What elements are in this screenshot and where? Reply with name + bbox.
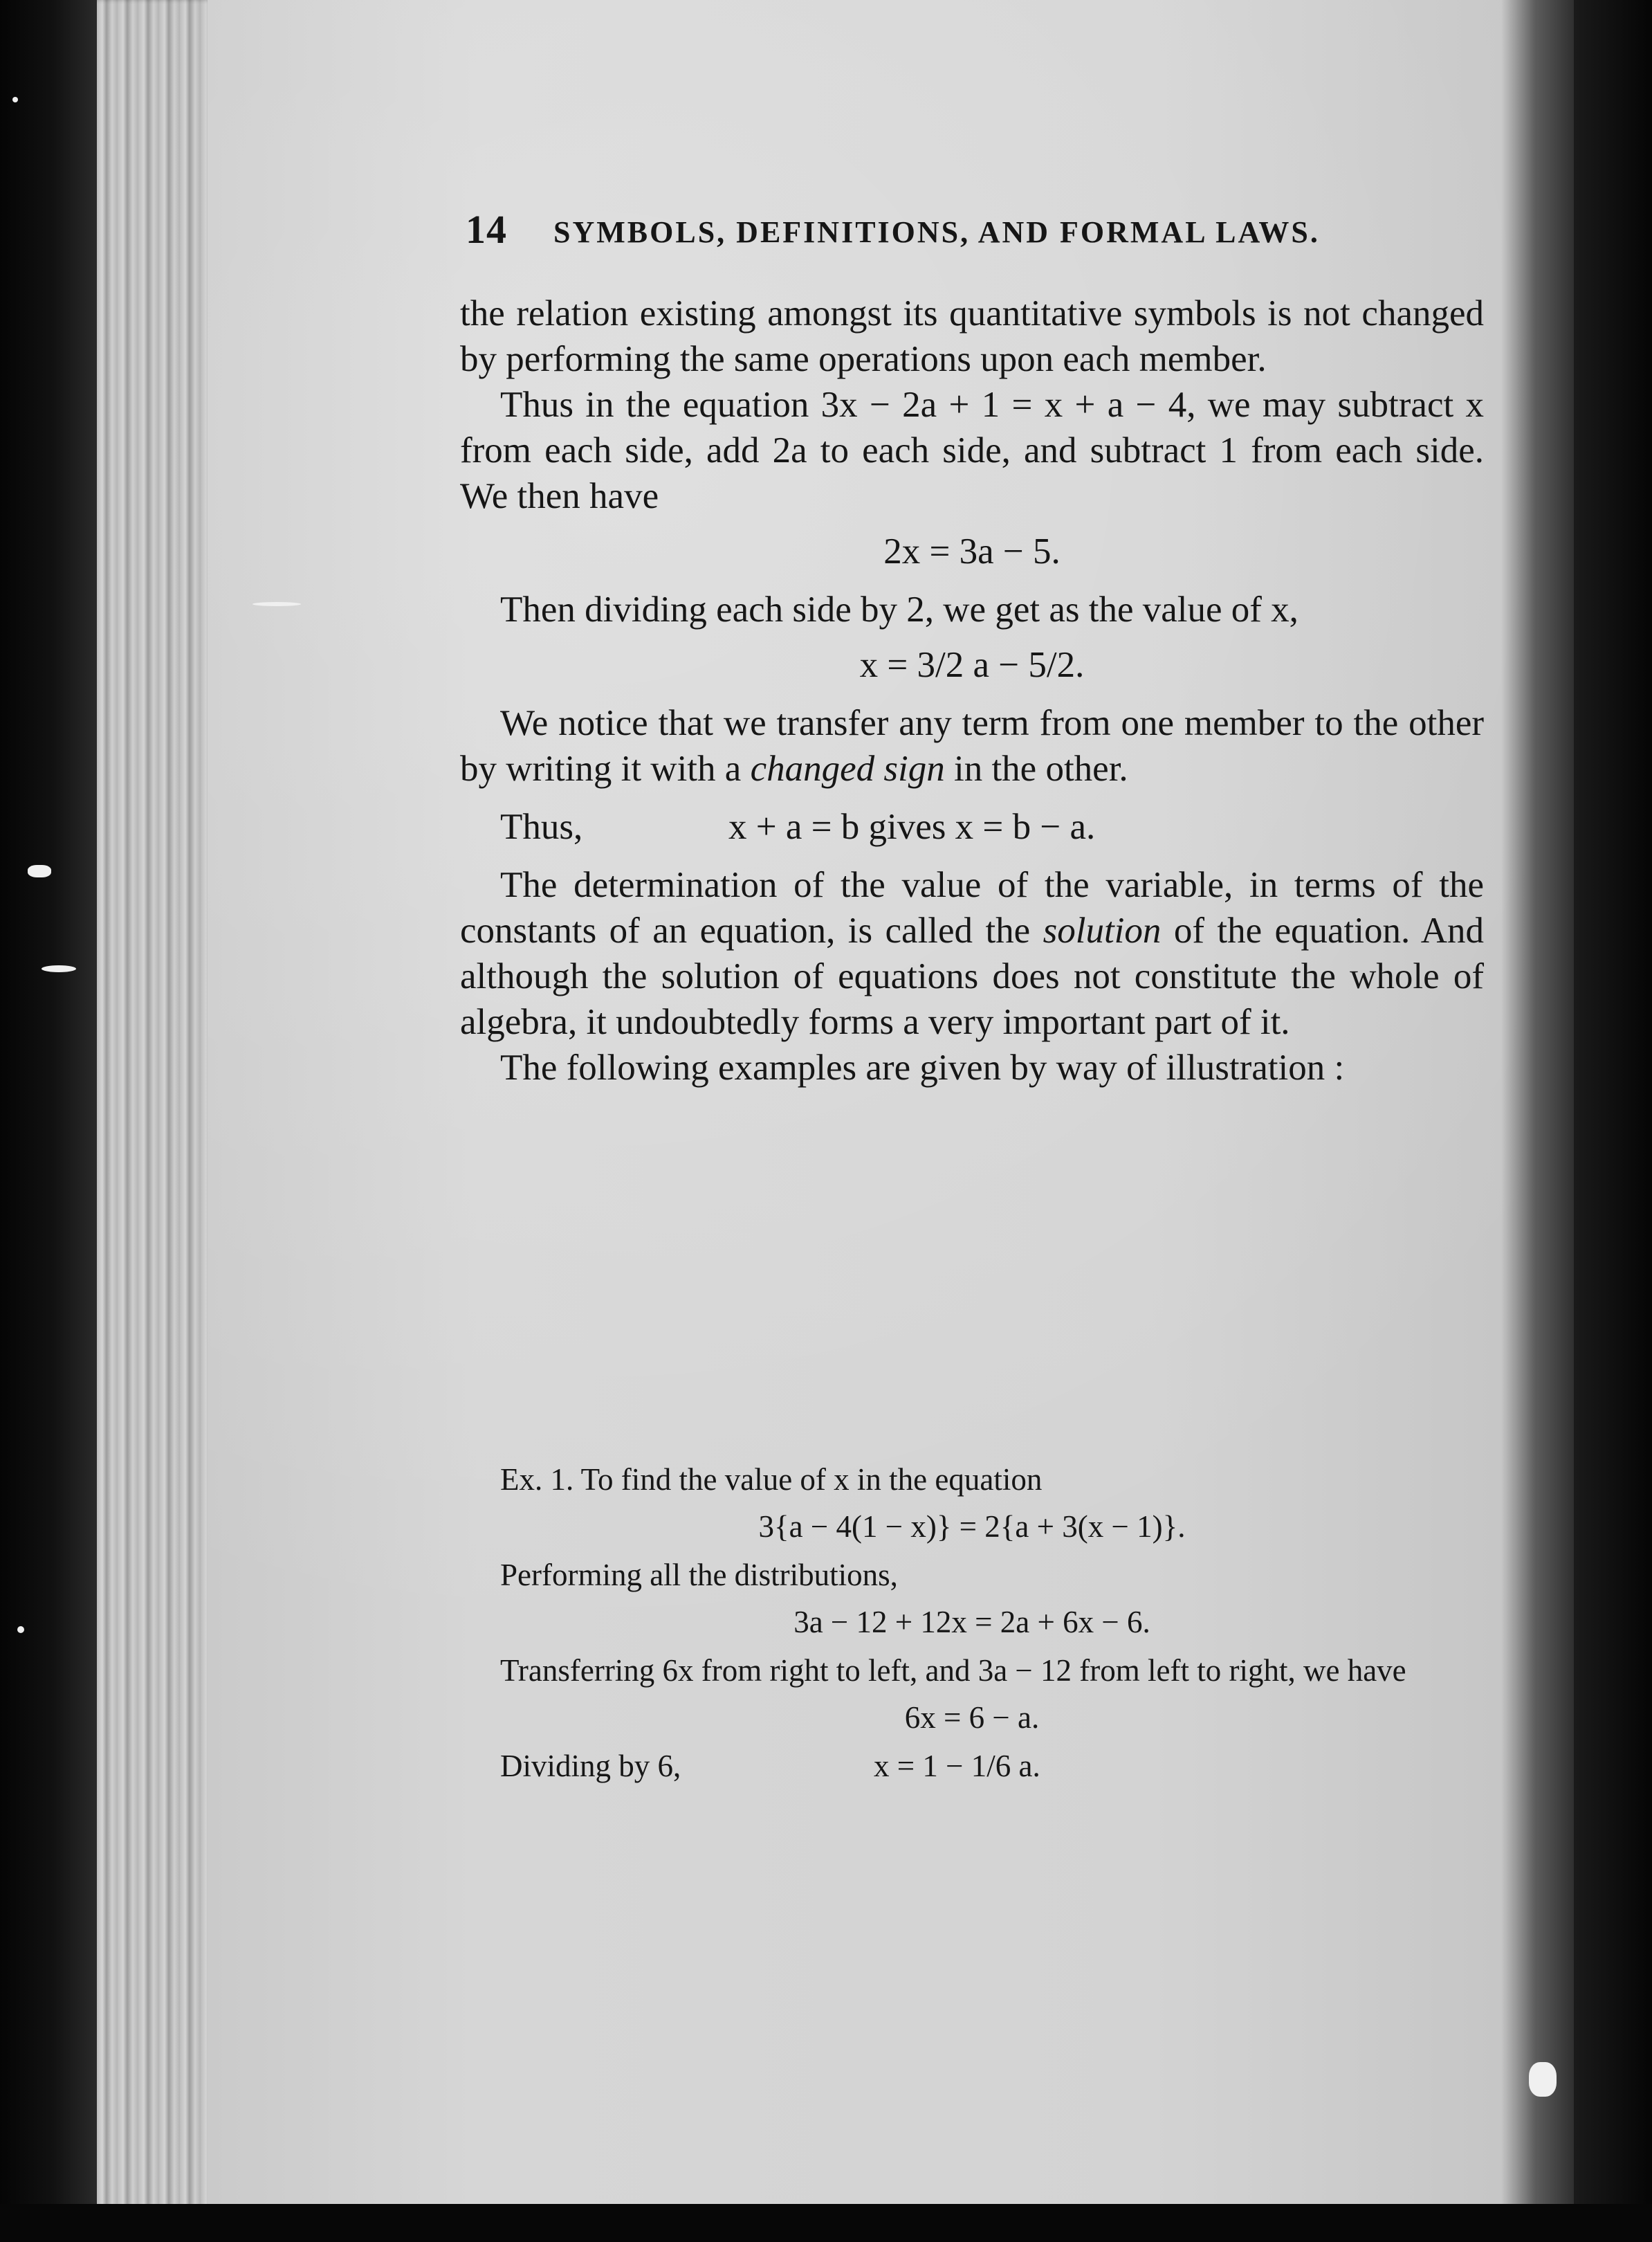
body-text xyxy=(460,291,1484,1091)
paragraph-subtract: Thus in the equation 3x − 2a + 1 = x + a − 4, we may subtract x from each side, add 2a to each side, and subtract 1 from each side. We then have xyxy=(460,385,1484,516)
dust-speck xyxy=(17,1626,24,1633)
dust-speck xyxy=(28,865,51,877)
thus-equation: x + a = b gives x = b − a. xyxy=(728,807,1096,847)
example-step-distribute: Performing all the distributions, xyxy=(500,1558,898,1592)
solution-italic: solution xyxy=(1043,911,1162,951)
example-heading: Ex. 1. To find the value of x in the equation xyxy=(500,1462,1043,1497)
dust-speck xyxy=(12,97,18,102)
equation-2x: 2x = 3a − 5. xyxy=(883,531,1061,572)
paragraph-solution xyxy=(460,862,1484,1045)
example-equation-final: x = 1 − 1/6 a. xyxy=(874,1749,1040,1783)
transfer-text-start: We notice that we transfer any term from one member to the other by writing it with a xyxy=(460,703,1484,789)
scan-border-left xyxy=(0,0,97,2242)
example-equation-distributed: 3a − 12 + 12x = 2a + 6x − 6. xyxy=(793,1605,1150,1639)
example-final-row xyxy=(500,1747,1484,1785)
page-number: 14 xyxy=(466,207,507,252)
page-edges xyxy=(97,0,214,2242)
paragraph-transfer xyxy=(460,700,1484,792)
transfer-text-end: in the other. xyxy=(953,749,1128,789)
equation-x-value: x = 3/2 a − 5/2. xyxy=(859,645,1085,685)
solution-text-end: of the equation. And although the solution of equations does not constitute the whole of algebra, it undoubtedly forms a very important part of it. xyxy=(460,911,1485,1042)
scan-border-right xyxy=(1574,0,1652,2242)
example-1 xyxy=(460,1460,1484,1785)
paragraph-examples-intro: The following examples are given by way of illustration : xyxy=(500,1048,1345,1088)
changed-sign-italic: changed sign xyxy=(750,749,945,789)
example-equation-transferred: 6x = 6 − a. xyxy=(904,1700,1040,1735)
thus-example xyxy=(500,804,1484,850)
dust-speck xyxy=(42,965,76,972)
running-title: SYMBOLS, DEFINITIONS, AND FORMAL LAWS. xyxy=(553,215,1320,249)
paragraph-continuation: the relation existing amongst its quantitative symbols is not changed by performing the same operations upon each member. xyxy=(460,293,1484,379)
thus-label: Thus, xyxy=(500,807,583,847)
dust-speck xyxy=(1529,2062,1557,2097)
dust-speck xyxy=(253,602,301,606)
running-head xyxy=(460,206,1484,262)
scan-border-bottom xyxy=(0,2204,1652,2242)
solution-text-start: The determination of the value of the variable, in terms of the constants of an equation, is called the xyxy=(460,865,1484,951)
example-step-transfer: Transferring 6x from right to left, and 3a − 12 from left to right, we have xyxy=(500,1653,1406,1688)
binding-shadow xyxy=(1501,0,1577,2242)
example-equation: 3{a − 4(1 − x)} = 2{a + 3(x − 1)}. xyxy=(758,1509,1186,1544)
paragraph-dividing: Then dividing each side by 2, we get as the value of x, xyxy=(500,590,1298,630)
example-step-divide: Dividing by 6, xyxy=(500,1749,681,1783)
